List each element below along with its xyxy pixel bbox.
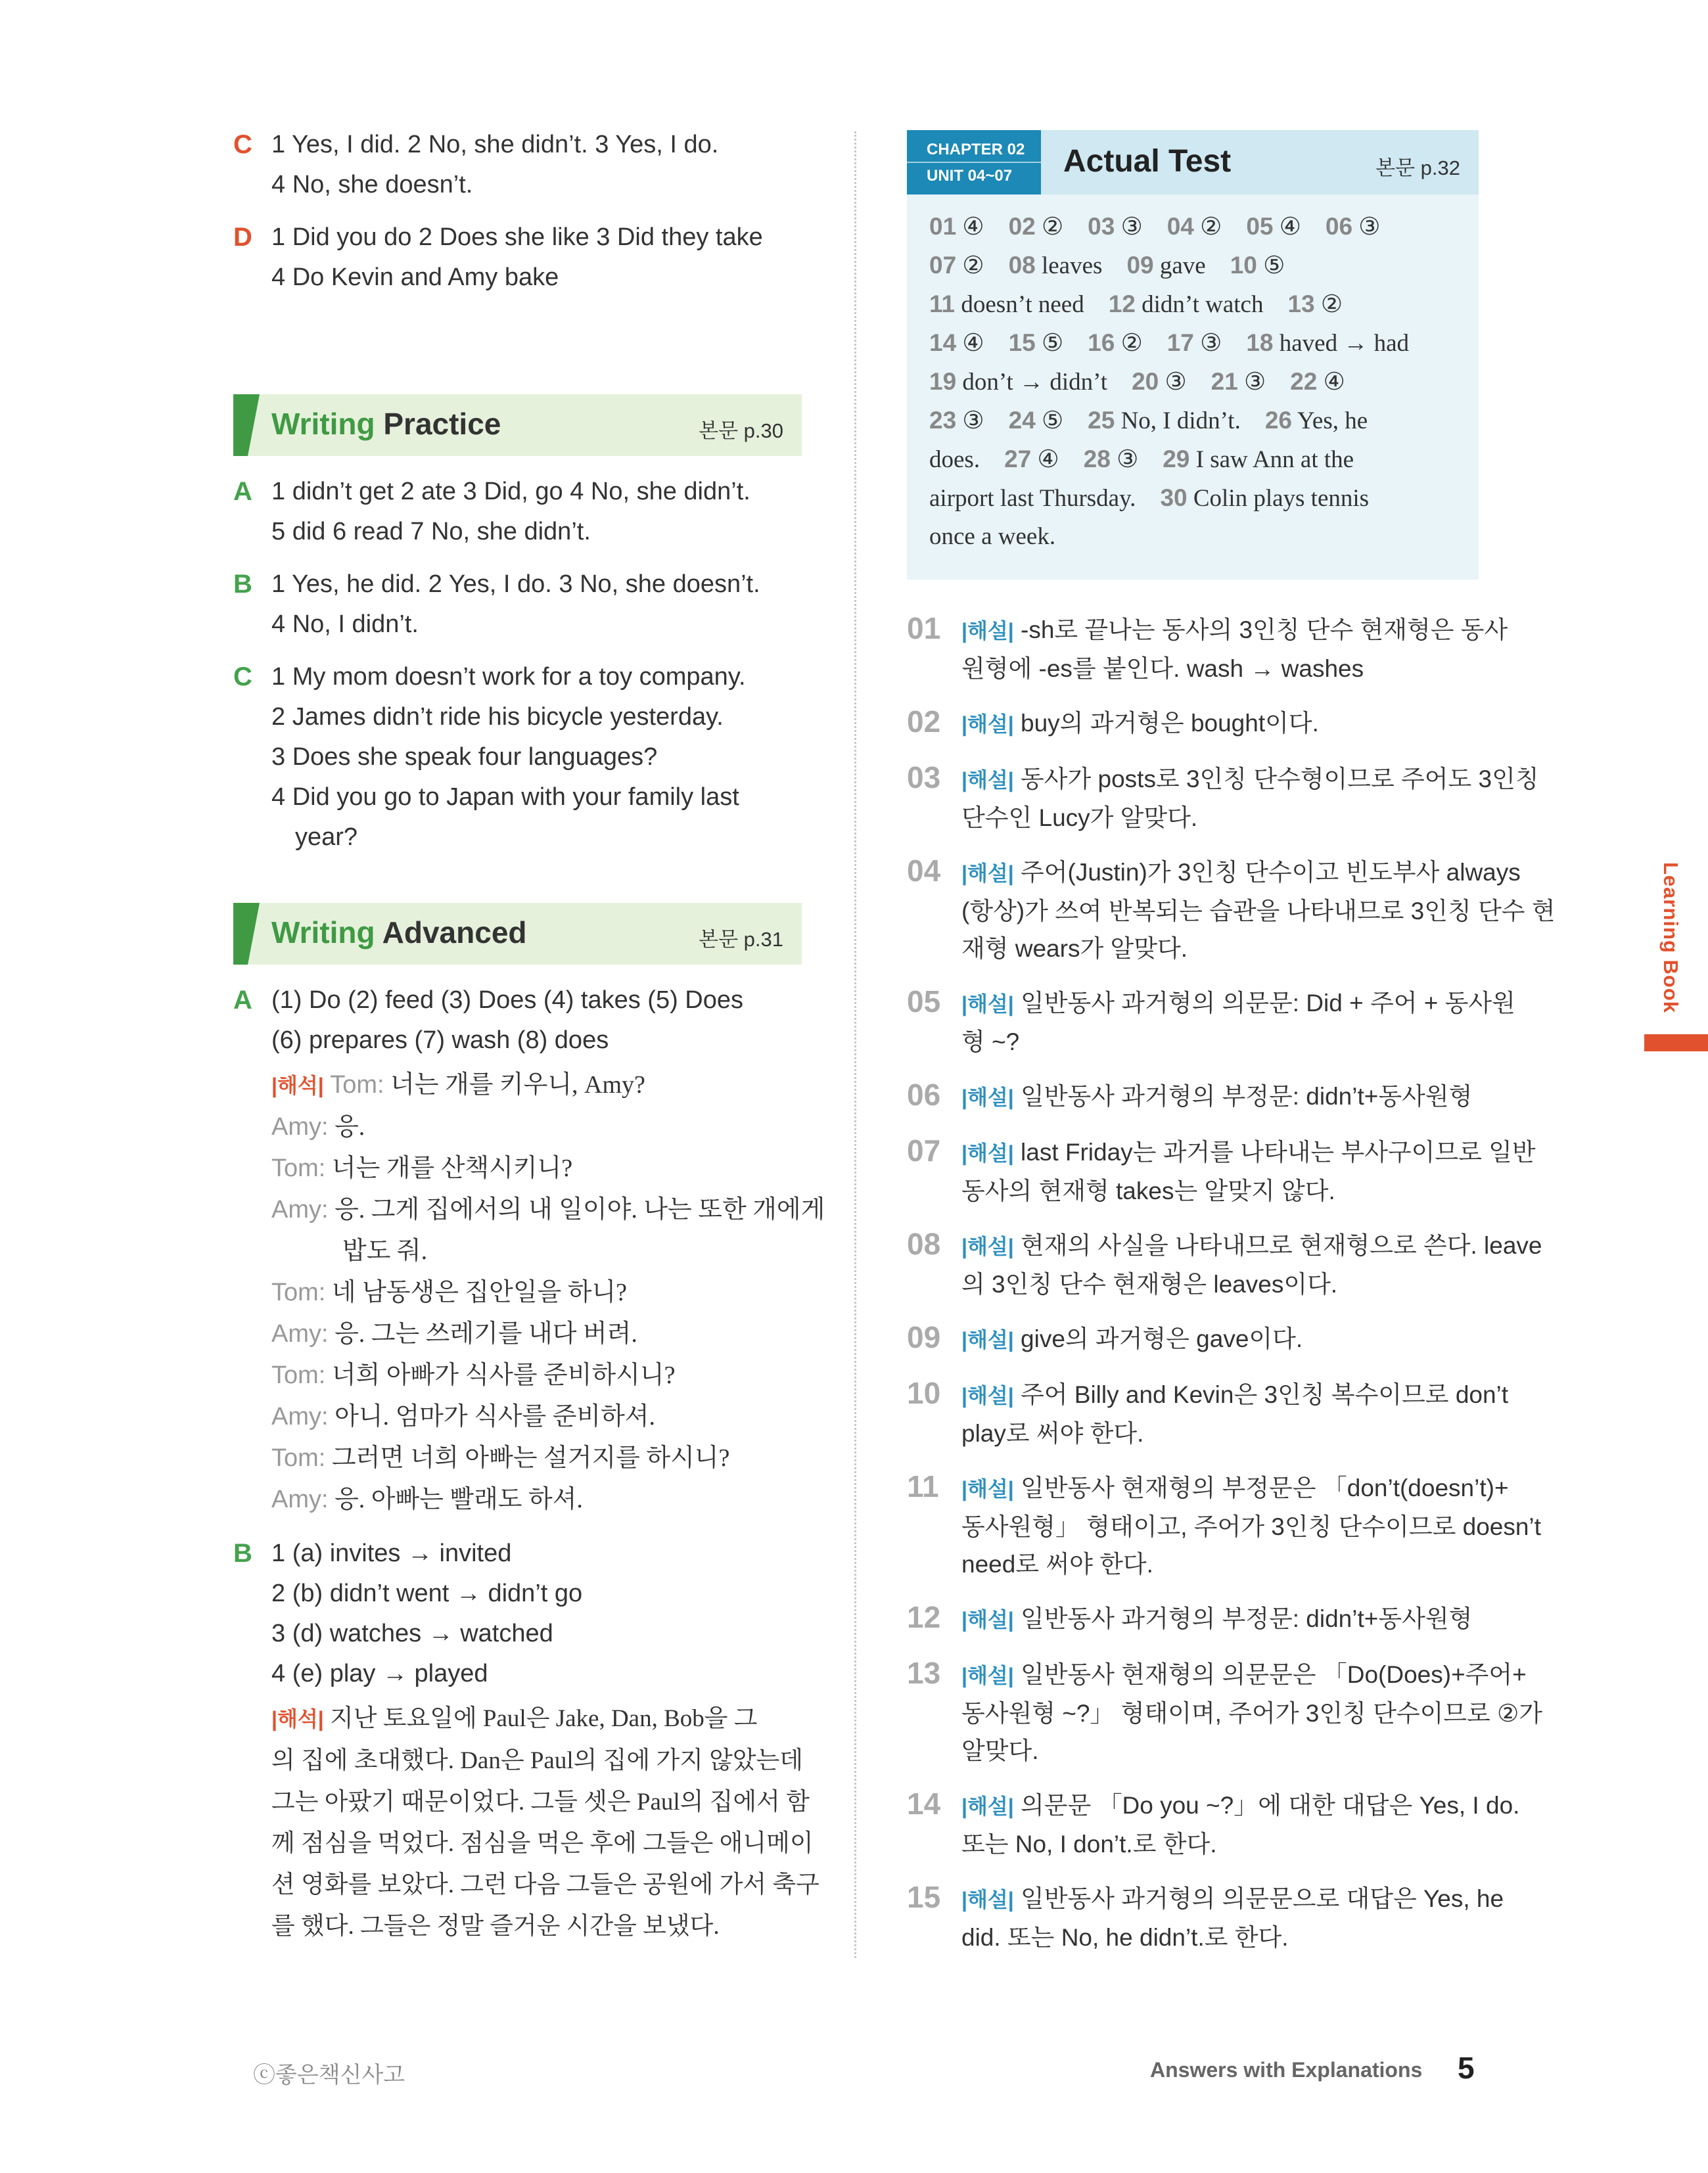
explanation-text: did. 또는 No, he didn’t.로 한다. [961, 1924, 1289, 1951]
explanation-tag: |해설| [961, 768, 1014, 792]
answer-text: leaves [1041, 252, 1103, 279]
question-number: 27 [1004, 446, 1032, 472]
answer-block-a [223, 472, 802, 552]
explanation-line [961, 1469, 1509, 1508]
answer-line: year? [295, 823, 358, 851]
question-number: 23 [929, 407, 957, 434]
question-number: 30 [1160, 484, 1188, 511]
explanation-number: 11 [907, 1469, 939, 1503]
speaker: Amy: [271, 1196, 329, 1224]
unit-label: UNIT 04~07 [927, 167, 1013, 185]
speaker: Tom: [271, 1279, 326, 1306]
header-title: Writing Practice [271, 407, 501, 441]
explanation-text: 동사원형」 형태이고, 주어가 3인칭 단수이므로 doesn’t [961, 1513, 1541, 1540]
answer-block-a2 [223, 980, 802, 1061]
explanation-line [961, 1023, 1479, 1061]
answer-row [929, 479, 1456, 518]
explanation-number: 02 [907, 704, 941, 739]
side-label [1635, 862, 1707, 1059]
header-title: Writing Advanced [271, 915, 527, 949]
question-number: 09 [1126, 252, 1154, 279]
dialogue-line [271, 1064, 802, 1107]
actual-test-title: Actual Test [1063, 144, 1232, 179]
explanation-item [907, 1376, 1509, 1452]
explanation-text: 일반동사 과거형의 의문문: Did + 주어 + 동사원 [1021, 990, 1515, 1017]
answer-line: 4 (e) play → played [271, 1660, 488, 1687]
explanation-line [961, 704, 1479, 743]
explanation-item [907, 1600, 1479, 1639]
explanation-text: 일반동사 과거형의 부정문: didn’t+동사원형 [1021, 1605, 1473, 1632]
explanation-text: 의 3인칭 단수 현재형은 leaves이다. [961, 1271, 1338, 1298]
explanation-line [961, 1825, 1479, 1863]
explanation-item [907, 611, 1508, 687]
explanation-item [907, 1078, 1479, 1116]
side-label-text: Learning Book [1659, 862, 1682, 1014]
answer-text: ③ [1120, 214, 1143, 240]
dialogue-line [271, 1148, 802, 1189]
answer-text: ④ [962, 330, 984, 357]
speaker: Tom: [271, 1444, 326, 1472]
question-number: 20 [1132, 368, 1159, 395]
answer-text: ④ [1037, 446, 1059, 473]
answer-line: 1 didn’t get 2 ate 3 Did, go 4 No, she didn’t. [271, 478, 750, 505]
column-divider [854, 131, 856, 1958]
explanation-text: 주어 Billy and Kevin은 3인칭 복수이므로 don’t [1021, 1381, 1509, 1408]
translation-line: 그는 아팠기 때문이었다. 그들 셋은 Paul의 집에서 함 [271, 1789, 810, 1816]
section-letter: C [233, 130, 252, 159]
answer-text: ③ [962, 407, 984, 434]
explanation-item [907, 984, 1515, 1061]
answer-text: ④ [1323, 369, 1345, 396]
explanation-number: 07 [907, 1133, 941, 1168]
explanation-text: play로 써야 한다. [961, 1420, 1144, 1447]
section-letter: A [233, 986, 252, 1015]
question-number: 13 [1287, 290, 1315, 317]
writing-practice-header [233, 394, 802, 456]
answer-block-d [223, 217, 802, 298]
explanation-tag: |해설| [961, 1888, 1014, 1911]
answer-row [929, 518, 1456, 556]
answer-line: 3 Does she speak four languages? [271, 743, 658, 771]
dialogue-translation [223, 1064, 825, 1521]
copyright: ⓒ좋은책신사고 [253, 2063, 405, 2088]
dialogue-text: 응. 그게 집에서의 내 일이야. 나는 또한 개에게 [335, 1196, 825, 1224]
explanation-line [961, 1787, 1520, 1825]
translation-line: 션 영화를 보았다. 그런 다음 그들은 공원에 가서 축구 [271, 1871, 819, 1898]
explanation-text: 재형 wears가 알맞다. [961, 935, 1188, 962]
answer-text: ④ [1279, 214, 1301, 240]
dialogue-text: 밥도 줘. [342, 1237, 428, 1265]
explanation-line [961, 760, 1539, 799]
explanation-text: 동사의 현재형 takes는 알맞지 않다. [961, 1178, 1335, 1204]
question-number: 17 [1166, 329, 1194, 356]
answer-text: ③ [1358, 214, 1381, 240]
question-number: 02 [1008, 213, 1036, 240]
explanation-text: -sh로 끝나는 동사의 3인칭 단수 현재형은 동사 [1021, 616, 1508, 643]
explanation-number: 10 [907, 1376, 941, 1410]
dialogue-text: 그러면 너희 아빠는 설거지를 하시니? [331, 1444, 730, 1472]
question-number: 19 [929, 368, 957, 395]
answer-line: 5 did 6 read 7 No, she didn’t. [271, 518, 591, 545]
explanation-line [961, 1880, 1504, 1919]
question-number: 04 [1166, 213, 1194, 240]
answer-line: 1 My mom doesn’t work for a toy company. [271, 663, 746, 691]
explanation-tag: |해설| [961, 1664, 1014, 1687]
question-number: 26 [1264, 407, 1292, 434]
dialogue-line [271, 1272, 802, 1314]
explanation-line [961, 1320, 1479, 1359]
explanation-line [961, 1656, 1527, 1695]
explanation-item [907, 760, 1539, 836]
explanation-line [961, 1919, 1479, 1956]
answer-row [929, 324, 1456, 363]
answer-text: don’t → didn’t [962, 369, 1108, 396]
answer-text: ③ [1200, 330, 1222, 357]
explanation-line [961, 930, 1479, 967]
explanation-line [961, 1545, 1479, 1583]
speaker: Tom: [271, 1155, 326, 1182]
answer-text: ④ [962, 214, 984, 240]
explanation-text: 원형에 -es를 붙인다. wash → washes [961, 655, 1364, 682]
answer-text: No, I didn’t. [1120, 407, 1241, 434]
answer-text: does. [929, 446, 981, 473]
translation-tag: |해석| [271, 1074, 324, 1097]
explanation-text: 일반동사 현재형의 부정문은 「don’t(doesn’t)+ [1021, 1475, 1509, 1501]
answer-text: ② [1041, 214, 1064, 240]
side-accent-bar [1644, 1034, 1708, 1051]
answer-line: 1 (a) invites → invited [271, 1540, 512, 1567]
answer-block-c [223, 125, 802, 205]
section-letter: A [233, 477, 252, 506]
answer-text: ② [1200, 214, 1222, 240]
explanation-line [961, 611, 1508, 650]
answer-text: ⑤ [1041, 330, 1064, 357]
translation-line: 께 점심을 먹었다. 점심을 먹은 후에 그들은 애니메이 [271, 1830, 814, 1857]
answer-line: 1 Yes, he did. 2 Yes, I do. 3 No, she doesn’t. [271, 570, 760, 598]
explanation-tag: |해설| [961, 1086, 1014, 1109]
explanation-line [961, 1508, 1541, 1545]
speaker: Amy: [271, 1486, 329, 1513]
explanation-tag: |해설| [961, 619, 1014, 643]
explanation-line [961, 1133, 1536, 1172]
question-number: 10 [1230, 252, 1257, 279]
speaker: Amy: [271, 1113, 329, 1141]
explanation-item [907, 1787, 1520, 1863]
answer-line: 4 No, I didn’t. [271, 610, 419, 638]
footer-label: Answers with Explanations [1150, 2058, 1423, 2082]
dialogue-text: 너는 개를 산책시키니? [331, 1155, 573, 1182]
explanation-number: 01 [907, 611, 941, 645]
question-number: 21 [1211, 368, 1238, 395]
answer-text: doesn’t need [961, 291, 1084, 318]
explanation-item [907, 1133, 1536, 1210]
answer-line: 2 James didn’t ride his bicycle yesterday. [271, 703, 724, 731]
explanation-line [961, 1078, 1479, 1116]
dialogue-text: 응. [335, 1113, 365, 1141]
left-column [223, 125, 825, 1947]
answer-row [929, 285, 1456, 324]
explanation-line [961, 1172, 1479, 1210]
explanation-text: buy의 과거형은 bought이다. [1021, 710, 1319, 737]
explanation-tag: |해설| [961, 992, 1014, 1016]
chapter-label: CHAPTER 02 [927, 141, 1025, 158]
dialogue-text: 너희 아빠가 식사를 준비하시니? [331, 1361, 676, 1389]
answer-row [929, 246, 1456, 285]
dialogue-line [271, 1314, 802, 1355]
answer-line: (6) prepares (7) wash (8) does [271, 1026, 609, 1054]
dialogue-line [271, 1107, 802, 1148]
question-number: 22 [1290, 368, 1318, 395]
explanation-line [961, 1695, 1542, 1732]
explanation-list [907, 611, 1556, 1956]
question-number: 07 [929, 252, 957, 279]
question-number: 14 [929, 329, 957, 356]
explanation-number: 15 [907, 1880, 941, 1914]
answer-text: I saw Ann at the [1195, 446, 1354, 473]
explanation-tag: |해설| [961, 1477, 1014, 1501]
dialogue-line [271, 1396, 802, 1438]
header-tab-decoration [233, 903, 248, 965]
answer-text: ② [1320, 291, 1343, 318]
explanation-item [907, 1320, 1479, 1359]
explanation-text: 의문문 「Do you ~?」에 대한 대답은 Yes, I do. [1021, 1792, 1520, 1819]
answer-row [929, 440, 1456, 479]
explanation-tag: |해설| [961, 1795, 1014, 1818]
question-number: 03 [1088, 213, 1115, 240]
translation-line: 의 집에 초대했다. Dan은 Paul의 집에 가지 않았는데 [271, 1747, 804, 1774]
answer-text: ③ [1165, 369, 1187, 396]
explanation-number: 06 [907, 1078, 941, 1112]
answer-text: didn’t watch [1142, 291, 1264, 318]
question-number: 05 [1246, 213, 1274, 240]
explanation-tag: |해설| [961, 1608, 1014, 1632]
explanation-text: 형 ~? [961, 1028, 1020, 1055]
dialogue-text: 아니. 엄마가 식사를 준비하셔. [335, 1403, 656, 1430]
answer-text: once a week. [929, 523, 1056, 550]
question-number: 16 [1088, 329, 1115, 356]
explanation-item [907, 1227, 1542, 1303]
explanation-text: 또는 No, I don’t.로 한다. [961, 1831, 1217, 1858]
section-letter: B [233, 1539, 252, 1568]
explanation-number: 08 [907, 1227, 941, 1261]
answer-line: 2 (b) didn’t went → didn’t go [271, 1580, 583, 1607]
dialogue-line [271, 1189, 825, 1231]
dialogue-line [271, 1479, 802, 1521]
explanation-text: 동사원형 ~?」 형태이며, 주어가 3인칭 단수이므로 ②가 [961, 1700, 1542, 1727]
explanation-text: 일반동사 현재형의 의문문은 「Do(Does)+주어+ [1021, 1661, 1527, 1688]
right-column [907, 130, 1556, 1973]
explanation-line [961, 1415, 1479, 1452]
explanation-line [961, 984, 1515, 1023]
dialogue-text: 응. 아빠는 빨래도 하셔. [335, 1486, 583, 1513]
answer-text: ② [1120, 330, 1143, 357]
explanation-text: 현재의 사실을 나타내므로 현재형으로 쓴다. leave [1021, 1232, 1542, 1259]
translation-line: 를 했다. 그들은 정말 즐거운 시간을 보냈다. [271, 1913, 720, 1940]
chapter-badge [907, 130, 1041, 194]
explanation-tag: |해설| [961, 1141, 1014, 1165]
question-number: 12 [1108, 290, 1136, 317]
explanation-text: 일반동사 과거형의 부정문: didn’t+동사원형 [1021, 1083, 1473, 1110]
actual-test-answers [907, 194, 1479, 556]
answer-line: 4 No, she doesn’t. [271, 171, 473, 198]
explanation-item [907, 854, 1556, 967]
explanation-tag: |해설| [961, 861, 1014, 885]
dialogue-text: 네 남동생은 집안일을 하니? [331, 1279, 628, 1306]
speaker: Tom: [330, 1071, 384, 1099]
explanation-number: 12 [907, 1600, 941, 1634]
explanation-item [907, 1880, 1504, 1956]
actual-test-box [907, 130, 1479, 580]
explanation-text: (항상)가 쓰여 반복되는 습관을 나타내므로 3인칭 단수 현 [961, 898, 1556, 925]
answer-text: ③ [1117, 446, 1139, 473]
section-letter: B [233, 570, 252, 599]
speaker: Amy: [271, 1403, 329, 1430]
translation-line: |해석| 지난 토요일에 Paul은 Jake, Dan, Bob을 그 [271, 1705, 758, 1732]
answer-block-b [223, 564, 802, 645]
explanation-text: 주어(Justin)가 3인칭 단수이고 빈도부사 always [1021, 859, 1521, 886]
explanation-text: 동사가 posts로 3인칭 단수형이므로 주어도 3인칭 [1021, 766, 1539, 792]
dialogue-text: 응. 그는 쓰레기를 내다 버려. [335, 1320, 637, 1348]
answer-block-b2 [223, 1534, 802, 1694]
question-number: 15 [1008, 329, 1036, 356]
answer-line: 4 Do Kevin and Amy bake [271, 263, 559, 291]
explanation-item [907, 704, 1479, 743]
answer-text: haved → had [1279, 330, 1409, 357]
explanation-line [961, 1266, 1479, 1303]
question-number: 06 [1325, 213, 1353, 240]
header-tab-decoration [233, 394, 248, 456]
section-letter: C [233, 662, 252, 691]
explanation-line [961, 892, 1556, 930]
answer-block-c2 [223, 657, 802, 858]
answer-text: Colin plays tennis [1193, 485, 1370, 512]
explanation-line [961, 799, 1479, 836]
explanation-text: need로 써야 한다. [961, 1551, 1153, 1578]
question-number: 29 [1163, 446, 1190, 472]
answer-row [929, 401, 1456, 440]
dialogue-line [271, 1355, 802, 1396]
question-number: 28 [1083, 446, 1111, 472]
answer-row [929, 363, 1456, 401]
explanation-tag: |해설| [961, 1384, 1014, 1407]
answer-text: airport last Thursday. [929, 485, 1136, 512]
translation-tag: |해석| [271, 1707, 324, 1731]
explanation-line [961, 650, 1479, 687]
question-number: 25 [1088, 407, 1115, 434]
dialogue-line [271, 1438, 802, 1479]
dialogue-text: 너는 개를 키우니, Amy? [390, 1071, 645, 1099]
answer-text: ② [962, 252, 984, 279]
answer-text: ③ [1244, 369, 1266, 396]
explanation-tag: |해설| [961, 1235, 1014, 1258]
answer-line: 3 (d) watches → watched [271, 1620, 553, 1647]
section-letter: D [233, 223, 252, 252]
explanation-line [961, 854, 1521, 892]
explanation-tag: |해설| [961, 712, 1014, 736]
question-number: 24 [1008, 407, 1036, 434]
explanation-line [961, 1732, 1479, 1770]
question-number: 08 [1008, 252, 1036, 279]
question-number: 11 [929, 290, 956, 317]
actual-test-header [907, 130, 1479, 194]
page-reference: 본문 p.31 [699, 928, 783, 951]
explanation-number: 09 [907, 1320, 941, 1354]
answer-row [929, 208, 1456, 246]
speaker: Tom: [271, 1361, 326, 1389]
writing-advanced-header [233, 903, 802, 965]
explanation-line [961, 1227, 1542, 1266]
answer-text: ⑤ [1041, 407, 1064, 434]
answer-line: 4 Did you go to Japan with your family last [271, 783, 739, 811]
paragraph-translation [223, 1698, 819, 1947]
explanation-tag: |해설| [961, 1328, 1014, 1352]
answer-line: 1 Yes, I did. 2 No, she didn’t. 3 Yes, I do. [271, 131, 719, 158]
explanation-text: 단수인 Lucy가 알맞다. [961, 804, 1198, 831]
explanation-text: 알맞다. [961, 1737, 1039, 1764]
answer-line: 1 Did you do 2 Does she like 3 Did they take [271, 223, 763, 251]
explanation-text: give의 과거형은 gave이다. [1021, 1325, 1303, 1352]
explanation-number: 13 [907, 1656, 941, 1690]
question-number: 01 [929, 213, 957, 240]
page-number: 5 [1458, 2051, 1475, 2085]
answer-text: Yes, he [1297, 407, 1368, 434]
explanation-text: last Friday는 과거를 나타내는 부사구이므로 일반 [1021, 1139, 1536, 1166]
question-number: 18 [1246, 329, 1274, 356]
explanation-number: 04 [907, 854, 941, 888]
explanation-item [907, 1656, 1542, 1770]
explanation-number: 14 [907, 1787, 941, 1821]
speaker: Amy: [271, 1320, 329, 1348]
explanation-line [961, 1600, 1479, 1639]
answer-line: (1) Do (2) feed (3) Does (4) takes (5) Does [271, 986, 744, 1014]
answer-text: ⑤ [1263, 252, 1285, 279]
explanation-number: 03 [907, 760, 941, 794]
explanation-line [961, 1376, 1509, 1415]
page-reference: 본문 p.32 [1375, 156, 1460, 179]
explanation-item [907, 1469, 1541, 1583]
explanation-number: 05 [907, 984, 941, 1018]
dialogue-line [271, 1231, 802, 1272]
answer-text: gave [1159, 252, 1206, 279]
page-reference: 본문 p.30 [699, 419, 783, 442]
explanation-text: 일반동사 과거형의 의문문으로 대답은 Yes, he [1021, 1885, 1504, 1912]
